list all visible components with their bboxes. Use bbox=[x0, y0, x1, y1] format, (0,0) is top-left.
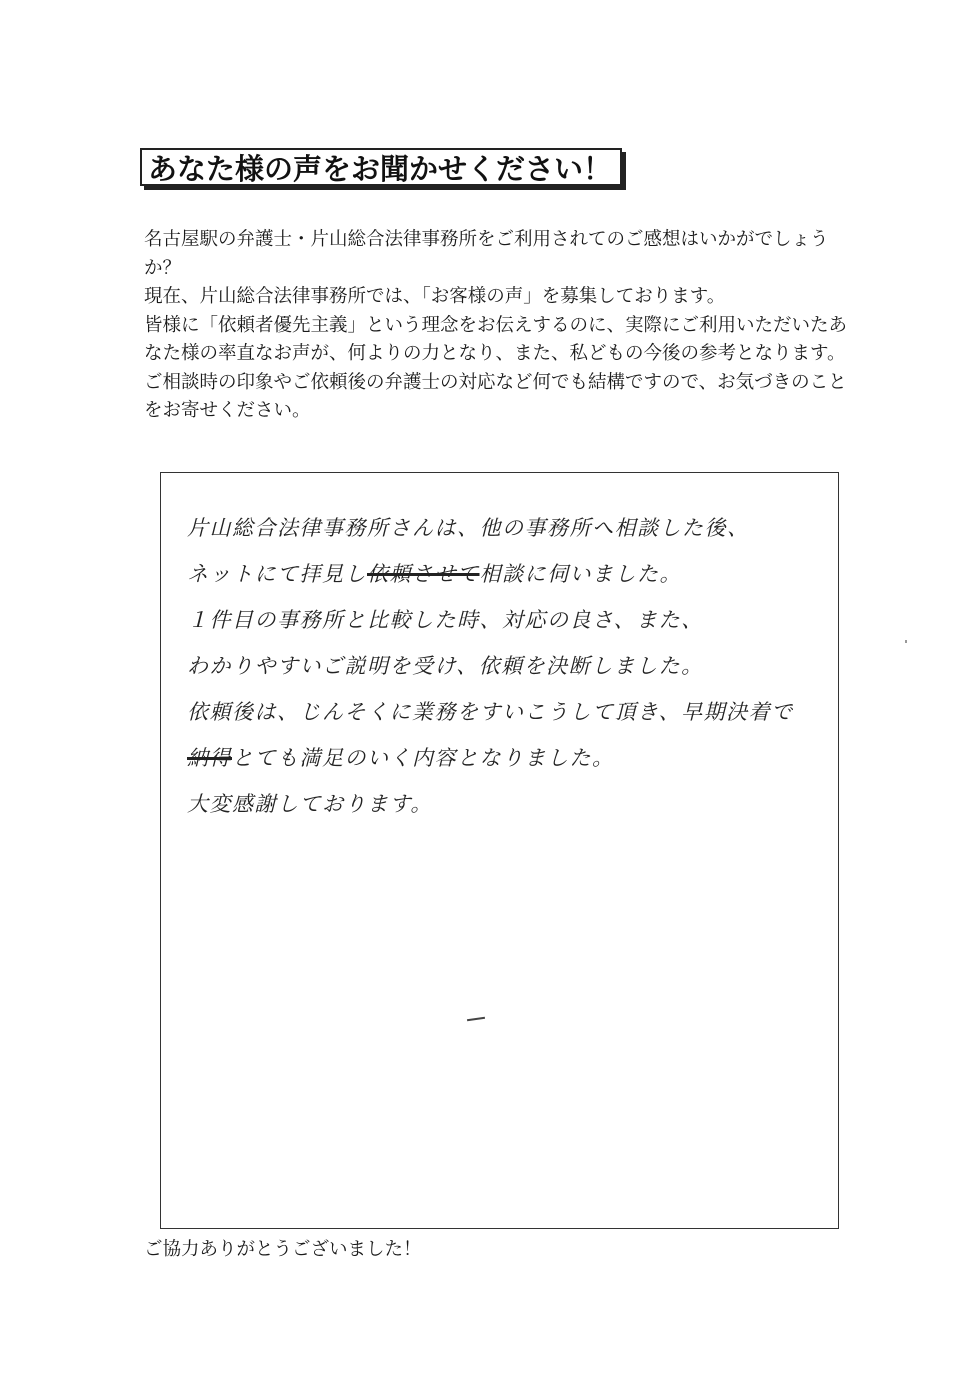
comment-text: 大変感謝しております。 bbox=[187, 792, 433, 816]
comment-line-5 bbox=[187, 689, 827, 735]
comment-box bbox=[160, 472, 839, 1229]
comment-line-3 bbox=[187, 597, 827, 643]
comment-text: １件目の事務所と比較した時、対応の良さ、また、 bbox=[187, 608, 704, 632]
comment-text: ネットにて拝見し bbox=[187, 562, 367, 586]
comment-line-4 bbox=[187, 643, 827, 689]
title-banner bbox=[140, 148, 626, 190]
intro-paragraph-4: ご相談時の印象やご依頼後の弁護士の対応など何でも結構ですので、お気づきのことをお寄せください。 bbox=[144, 371, 847, 421]
intro-paragraph-1: 名古屋駅の弁護士・片山総合法律事務所をご利用されてのご感想はいかがでしょうか？ bbox=[144, 229, 829, 279]
comment-line-6 bbox=[187, 735, 827, 781]
comment-text: 片山総合法律事務所さんは、他の事務所へ相談した後、 bbox=[187, 516, 750, 540]
intro-paragraph-3: 皆様に「依頼者優先主義」という理念をお伝えするのに、実際にご利用いただいたあなた様の率直なお声が、何よりの力となり、また、私どもの今後の参考となります。 bbox=[144, 314, 848, 364]
comment-text: わかりやすいご説明を受け、依頼を決断しました。 bbox=[187, 654, 704, 678]
comment-text: とても満足のいく内容となりました。 bbox=[232, 746, 615, 770]
comment-line-7 bbox=[187, 781, 827, 827]
closing-message: ご協力ありがとうございました！ bbox=[144, 1239, 422, 1260]
intro-text bbox=[144, 226, 856, 426]
page-title: あなた様の声をお聞かせください！ bbox=[148, 151, 613, 186]
intro-paragraph-2: 現在、片山総合法律事務所では、「お客様の声」を募集しております。 bbox=[144, 286, 726, 307]
comment-line-2 bbox=[187, 551, 827, 597]
scan-speck bbox=[905, 640, 907, 643]
comment-line-1 bbox=[187, 505, 827, 551]
struck-text: 依頼させて bbox=[367, 562, 480, 586]
struck-text: 納得 bbox=[187, 746, 232, 770]
stray-pen-mark bbox=[467, 1017, 485, 1021]
comment-text: 相談に伺いました。 bbox=[479, 562, 682, 586]
handwritten-comment bbox=[187, 505, 827, 827]
title-box bbox=[140, 148, 622, 186]
comment-text: 依頼後は、じんそくに業務をすいこうして頂き、早期決着で bbox=[187, 700, 794, 724]
